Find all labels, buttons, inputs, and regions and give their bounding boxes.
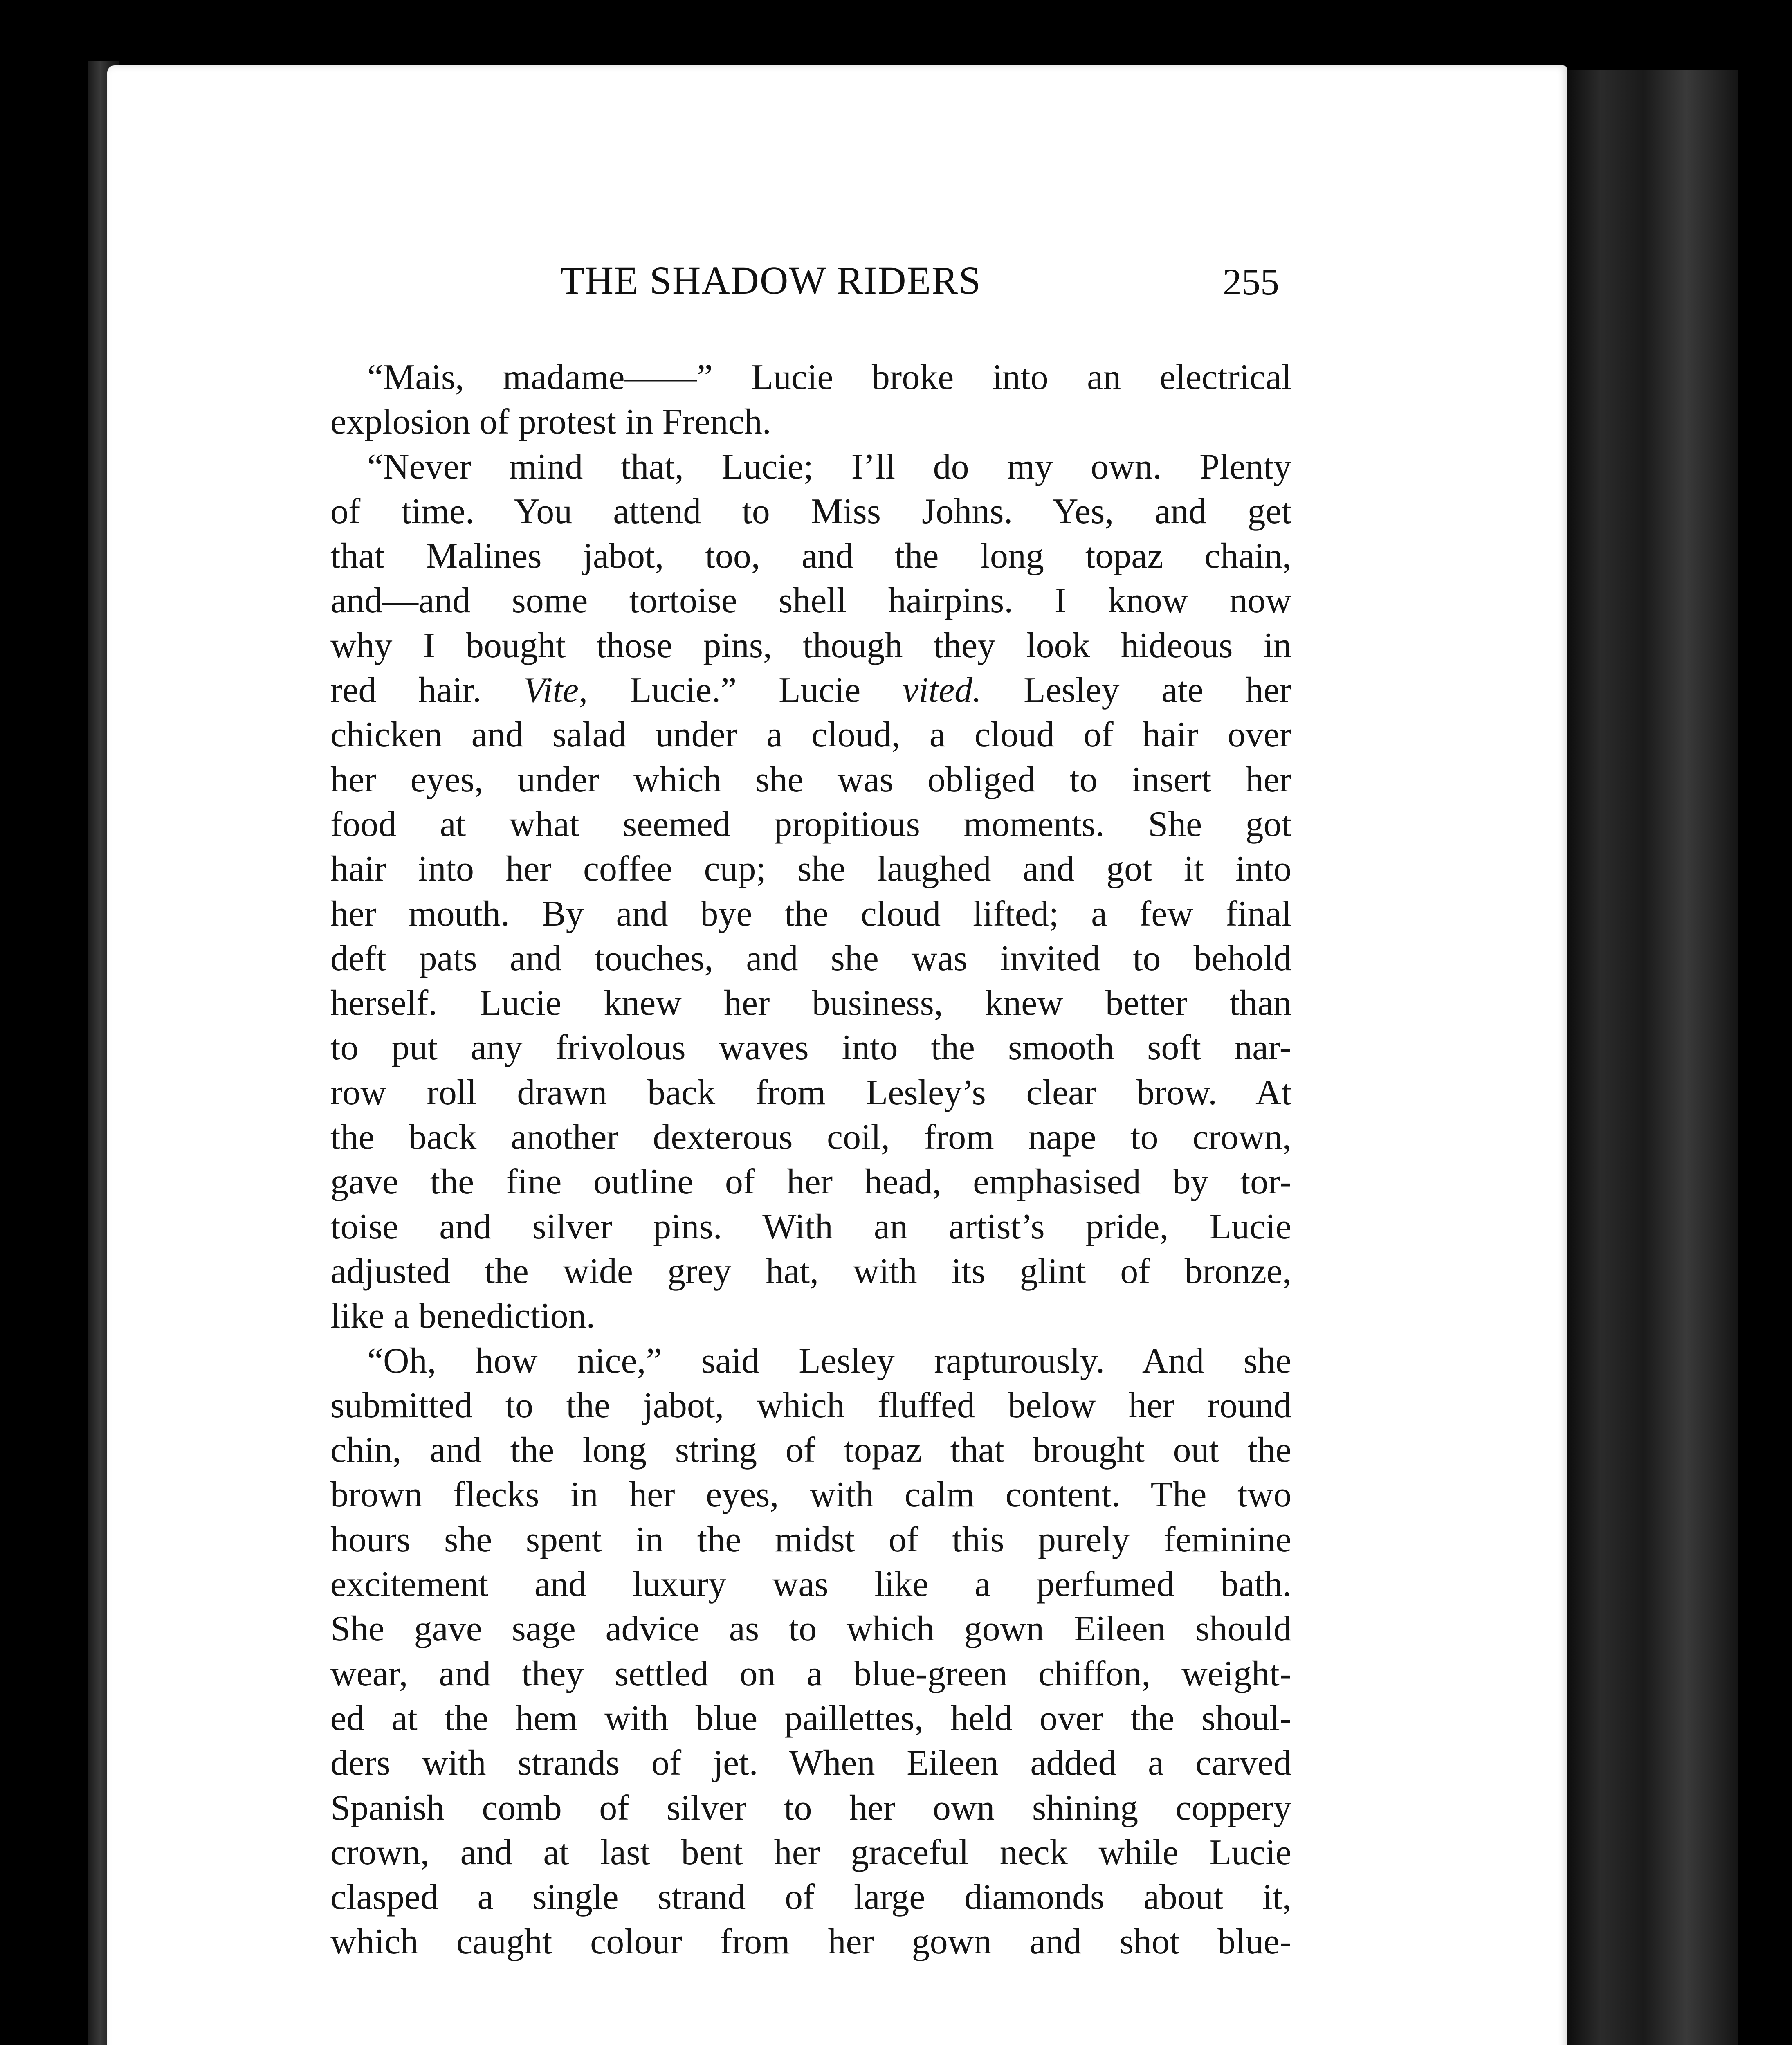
text-line: ders with strands of jet. When Eileen added a carved — [330, 1743, 1291, 1783]
text-line: that Malines jabot, too, and the long topaz chain, — [330, 536, 1291, 576]
text-line: explosion of protest in French. — [330, 402, 771, 442]
text-line: submitted to the jabot, which fluffed below her round — [330, 1385, 1291, 1425]
text-line: herself. Lucie knew her business, knew better than — [330, 983, 1291, 1023]
text-line: toise and silver pins. With an artist’s pride, Lucie — [330, 1207, 1291, 1247]
text-line: “Mais, madame——” Lucie broke into an electrical — [367, 357, 1291, 397]
text-line: the back another dexterous coil, from nape to crown, — [330, 1117, 1291, 1157]
text-line: which caught colour from her gown and shot blue- — [330, 1922, 1291, 1962]
text-line: chin, and the long string of topaz that brought out the — [330, 1430, 1291, 1470]
text-line: ed at the hem with blue paillettes, held over the shoul- — [330, 1698, 1291, 1738]
text-line: like a benediction. — [330, 1296, 595, 1336]
text-line: to put any frivolous waves into the smooth soft nar- — [330, 1028, 1291, 1068]
text-line: hair into her coffee cup; she laughed and got it into — [330, 849, 1291, 889]
text-line: why I bought those pins, though they look hideous in — [330, 625, 1291, 665]
text-line: red hair. Vite, Lucie.” Lucie vited. Lesley ate her — [330, 670, 1292, 710]
text-line: adjusted the wide grey hat, with its glint of bronze, — [330, 1251, 1291, 1291]
text-line: of time. You attend to Miss Johns. Yes, and get — [330, 491, 1291, 531]
text-line: Spanish comb of silver to her own shining coppery — [330, 1788, 1291, 1828]
body-text — [330, 355, 1291, 1964]
text-line: crown, and at last bent her graceful neck while Lucie — [330, 1832, 1291, 1872]
page-number: 255 — [1223, 261, 1279, 303]
text-line: gave the fine outline of her head, emphasised by tor- — [330, 1162, 1291, 1202]
text-line: clasped a single strand of large diamonds about it, — [330, 1877, 1291, 1917]
running-head: THE SHADOW RIDERS — [560, 258, 981, 302]
text-line: She gave sage advice as to which gown Eileen should — [330, 1609, 1291, 1649]
text-line: “Never mind that, Lucie; I’ll do my own. Plenty — [367, 447, 1291, 487]
text-line: hours she spent in the midst of this purely feminine — [330, 1519, 1291, 1560]
text-line: deft pats and touches, and she was invited to behold — [330, 938, 1291, 978]
text-line: row roll drawn back from Lesley’s clear brow. At — [330, 1072, 1291, 1112]
text-line: her mouth. By and bye the cloud lifted; a few final — [330, 894, 1291, 934]
book-binding-edge — [1566, 70, 1738, 2045]
text-line: her eyes, under which she was obliged to insert her — [330, 760, 1291, 800]
text-line: and—and some tortoise shell hairpins. I know now — [330, 581, 1291, 621]
text-line: food at what seemed propitious moments. She got — [330, 804, 1291, 844]
text-line: “Oh, how nice,” said Lesley rapturously. And she — [367, 1341, 1291, 1381]
text-line: brown flecks in her eyes, with calm content. The two — [330, 1475, 1291, 1515]
text-line: chicken and salad under a cloud, a cloud of hair over — [330, 715, 1291, 755]
text-line: excitement and luxury was like a perfumed bath. — [330, 1564, 1291, 1605]
text-line: wear, and they settled on a blue-green chiffon, weight- — [330, 1654, 1291, 1694]
